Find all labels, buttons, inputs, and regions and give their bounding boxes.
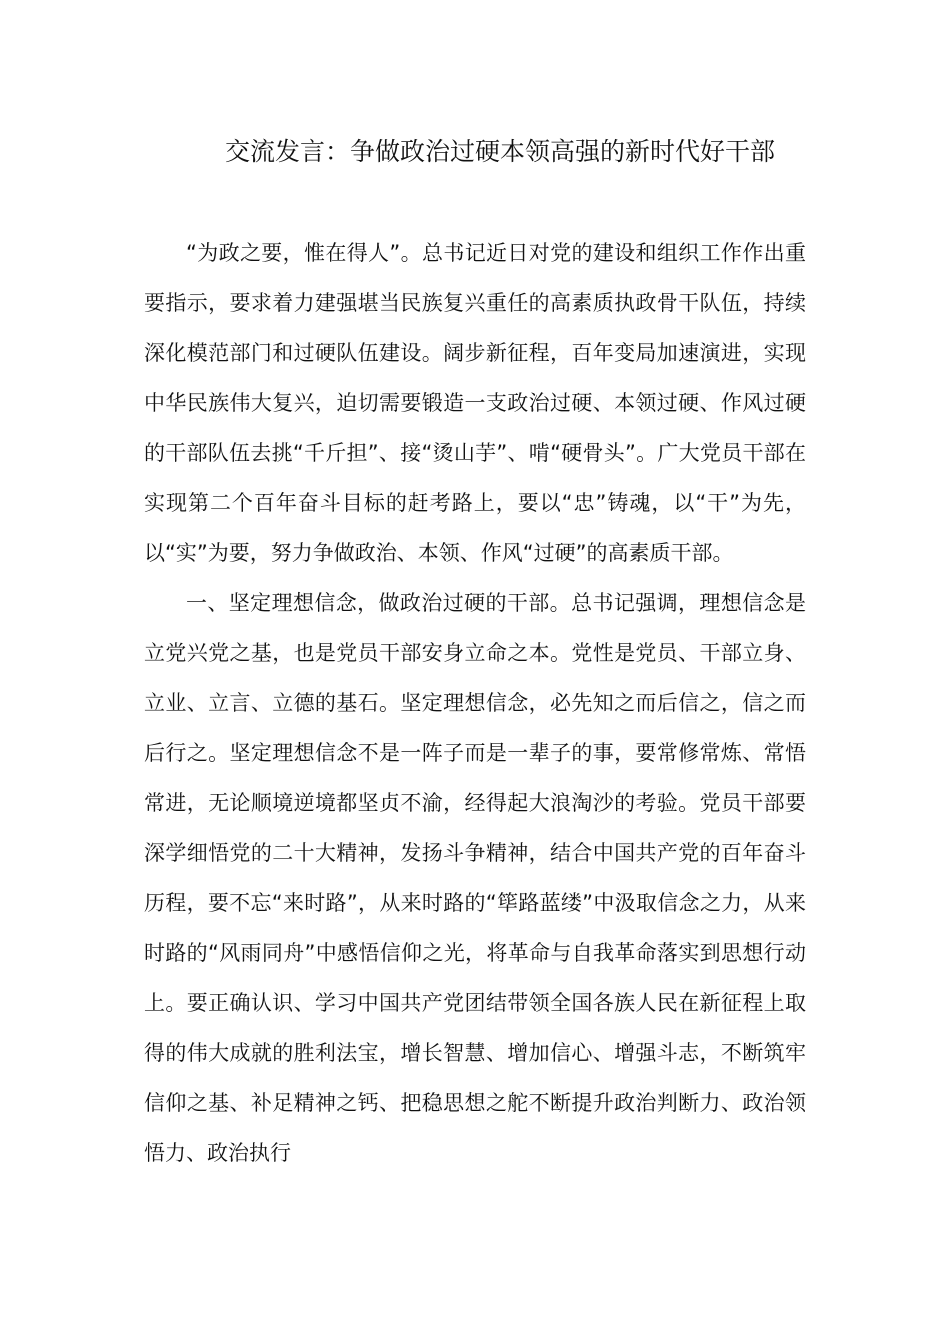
paragraph-intro: “为政之要，惟在得人”。总书记近日对党的建设和组织工作作出重要指示，要求着力建强堪当民族复兴重任的高素质执政骨干队伍，持续深化模范部门和过硬队伍建设。阔步新征程，百年变局加速演进，实现中华民族伟大复兴，迫切需要锻造一支政治过硬、本领过硬、作风过硬的干部队伍去挑“千斤担”、接“烫山芋”、啃“硬骨头”。广大党员干部在实现第二个百年奋斗目标的赶考路上，要以“忠”铸魂，以“干”为先，以“实”为要，努力争做政治、本领、作风“过硬”的高素质干部。: [144, 241, 806, 565]
document-body: [144, 228, 806, 1178]
document-title: 交流发言：争做政治过硬本领高强的新时代好干部: [224, 137, 775, 166]
paragraph-section-one: 一、坚定理想信念，做政治过硬的干部。总书记强调，理想信念是立党兴党之基，也是党员干部安身立命之本。党性是党员、干部立身、立业、立言、立德的基石。坚定理想信念，必先知之而后信之，信之而后行之。坚定理想信念不是一阵子而是一辈子的事，要常修常炼、常悟常进，无论顺境逆境都坚贞不渝，经得起大浪淘沙的考验。党员干部要深学细悟党的二十大精神，发扬斗争精神，结合中国共产党的百年奋斗历程，要不忘“来时路”，从来时路的“筚路蓝缕”中汲取信念之力，从来时路的“风雨同舟”中感悟信仰之光，将革命与自我革命落实到思想行动上。要正确认识、学习中国共产党团结带领全国各族人民在新征程上取得的伟大成就的胜利法宝，增长智慧、增加信心、增强斗志，不断筑牢信仰之基、补足精神之钙、把稳思想之舵不断提升政治判断力、政治领悟力、政治执行: [144, 591, 806, 1165]
